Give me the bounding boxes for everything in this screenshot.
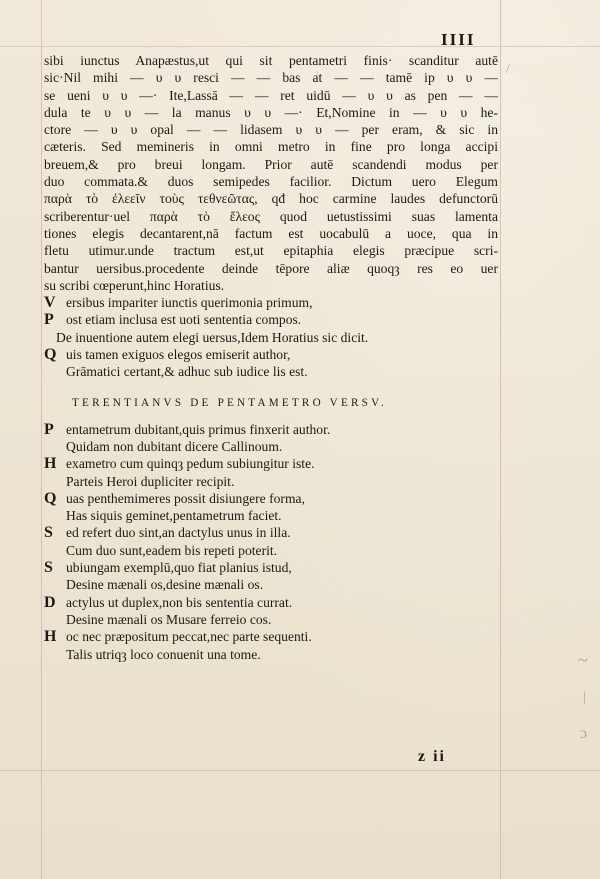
text-line: cæteris. Sed memineris in omni metro in fine pro longa accipi (44, 139, 498, 155)
initial-letter: S (44, 559, 53, 577)
verse-line: entametrum dubitant,quis primus finxerit author. (66, 421, 331, 437)
text-line: duo commata.& duos semipedes facilior. Dictum uero Elegum (44, 174, 498, 190)
text-line: breuem,& pro breui longam. Prior autē scandendi modus per (44, 156, 498, 172)
text-line: tiones elegis decantarent,nā factum est uocabulū a uoce, qua in (44, 225, 498, 241)
initial-letter: D (44, 593, 56, 611)
initial-letter: V (44, 294, 56, 312)
horace-quote-2 (44, 346, 498, 381)
verse-line: ed refert duo sint,an dactylus unus in illa. (66, 525, 291, 541)
ink-smudge: | (583, 690, 586, 705)
margin-rule-left (41, 0, 42, 879)
verse-line: Desine mænali os Musare ferreio cos. (66, 611, 272, 627)
verse-line: Quidam non dubitant dicere Callinoum. (66, 438, 283, 454)
text-line: bantur uersibus.procedente deinde tēpore aliæ quoqȝ res eo uer (44, 260, 498, 276)
signature-mark: z ii (418, 748, 446, 765)
text-line: dula te υ υ — la manus υ υ —· Et,Nomine in — υ υ he- (44, 104, 498, 120)
margin-rule-right (500, 0, 501, 879)
prose-line: De inuentione autem elegi uersus,Idem Horatius sic dicit. (56, 329, 369, 345)
verse-line: exametro cum quinqȝ pedum subiungitur iste. (66, 456, 315, 472)
margin-rule-bottom (0, 770, 600, 771)
verse-line: Has siquis geminet,pentametrum faciet. (66, 508, 282, 524)
verse-line: Parteis Heroi dupliciter recipit. (66, 473, 235, 489)
ink-smudge: / (506, 62, 510, 77)
text-line: su scribi cœperunt,hinc Horatius. (44, 277, 225, 293)
text-line: sibi iunctus Anapæstus,ut qui sit pentametri finis· scanditur autē (44, 53, 498, 68)
initial-letter: P (44, 311, 54, 329)
verse-line: ubiungam exemplū,quo fiat planius istud, (66, 560, 292, 576)
text-line: ctore — υ υ opal — — lidasem υ υ — per eram, & sic in (44, 122, 498, 138)
prose-paragraph (44, 52, 498, 294)
main-text (44, 52, 498, 663)
folio-number: IIII (441, 30, 476, 49)
text-line: sic·Nil mihi — υ υ resci — — bas at — — tamē ip υ υ — (44, 70, 498, 86)
section-heading: TERENTIANVS DE PENTAMETRO VERSV. (72, 396, 387, 409)
initial-letter: Q (44, 346, 57, 364)
verse-line: uis tamen exiguos elegos emiserit author, (66, 347, 291, 363)
initial-letter: H (44, 455, 57, 473)
initial-letter: Q (44, 489, 57, 507)
text-line: fletu utimur.unde tractum est,ut epitaphia elegis præcipue scri- (44, 243, 498, 259)
initial-letter: P (44, 420, 54, 438)
text-line: scriberentur·uel παρὰ τὸ ἔλεος quod uetustissimi suas lamenta (44, 208, 498, 224)
verse-line: uas penthemimeres possit disiungere forma, (66, 490, 305, 506)
verse-line: oc nec præpositum peccat,nec parte sequenti. (66, 629, 312, 645)
margin-rule-top (0, 46, 600, 47)
verse-line: ost etiam inclusa est uoti sententia compos. (66, 312, 302, 328)
verse-line: Desine mænali os,desine mænali os. (66, 577, 264, 593)
text-line: se ueni υ υ —· Ite,Lassā — — ret uidū — υ υ as pen — — (44, 87, 498, 103)
verse-line: actylus ut duplex,non bis sententia currat. (66, 594, 293, 610)
verse-line: Grāmatici certant,& adhuc sub iudice lis est. (66, 364, 308, 380)
initial-letter: H (44, 628, 57, 646)
ink-smudge: ɔ (580, 725, 588, 742)
initial-letter: S (44, 524, 53, 542)
verse-line: ersibus impariter iunctis querimonia primum, (66, 295, 313, 311)
terentianus-poem (44, 421, 498, 663)
ink-smudge: ~ (578, 650, 588, 670)
verse-line: Cum duo sunt,eadem bis repeti poterit. (66, 542, 278, 558)
horace-quote (44, 294, 498, 329)
verse-line: Talis utriqȝ loco conuenit una tome. (66, 646, 261, 662)
text-line: παρὰ τὸ ἐλεεῖν τοὺς τεθνεῶτας, qđ hoc carmine laudes defunctorū (44, 191, 498, 207)
